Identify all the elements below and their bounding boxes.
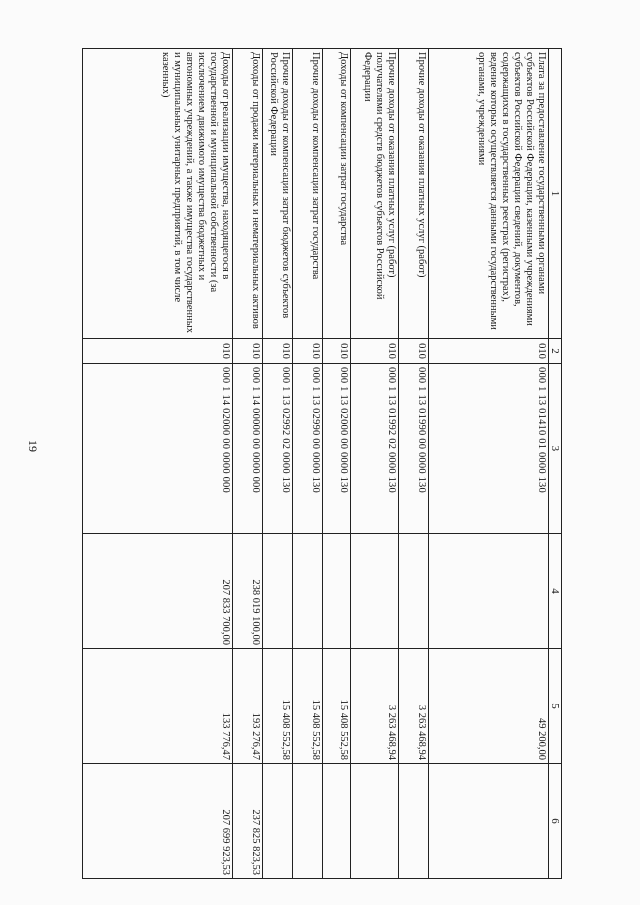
header-col-4: 4 xyxy=(549,534,562,649)
row-admin-code: 010 xyxy=(83,339,233,364)
row-name: Плата за предоставление государственными органами субъектов Российской Федерации, казенными учреждениями субъектов Российской Федерации сведений, документов, содержащихся в государственных реестрах (регистрах), ведение которых осуществляется данными государственными органами, учреждениями xyxy=(429,49,549,339)
row-admin-code: 010 xyxy=(429,339,549,364)
page-number: 19 xyxy=(26,440,40,452)
table-row xyxy=(293,49,323,879)
row-col6: 207 699 923,53 xyxy=(83,764,233,879)
row-col4 xyxy=(263,534,293,649)
row-col5: 15 408 552,58 xyxy=(323,649,351,764)
revenue-table xyxy=(82,48,562,879)
row-budget-code: 000 1 13 02990 00 0000 130 xyxy=(293,364,323,534)
row-col6 xyxy=(263,764,293,879)
row-admin-code: 010 xyxy=(323,339,351,364)
row-admin-code: 010 xyxy=(233,339,263,364)
row-col4: 207 833 700,00 xyxy=(83,534,233,649)
row-name: Доходы от компенсации затрат государства xyxy=(323,49,351,339)
table-row xyxy=(233,49,263,879)
row-col5: 133 776,47 xyxy=(83,649,233,764)
row-col5: 15 408 552,58 xyxy=(263,649,293,764)
row-col5: 193 276,47 xyxy=(233,649,263,764)
row-admin-code: 010 xyxy=(293,339,323,364)
row-col6: 237 825 823,53 xyxy=(233,764,263,879)
row-col5: 49 200,00 xyxy=(429,649,549,764)
header-col-6: 6 xyxy=(549,764,562,879)
row-col4 xyxy=(323,534,351,649)
row-col5: 3 263 468,94 xyxy=(351,649,399,764)
row-col5: 15 408 552,58 xyxy=(293,649,323,764)
row-name: Прочие доходы от оказания платных услуг (работ) xyxy=(399,49,429,339)
rotated-table-container xyxy=(82,48,562,875)
row-name: Доходы от реализации имущества, находящегося в государственной и муниципальной собственности (за исключением движимого имущества бюджетных и автономных учреждений, а также имущества государственных и муниципальных унитарных предприятий, в том числе казенных) xyxy=(83,49,233,339)
table-row xyxy=(263,49,293,879)
header-col-1: 1 xyxy=(549,49,562,339)
row-col4: 238 019 100,00 xyxy=(233,534,263,649)
row-name: Прочие доходы от компенсации затрат бюджетов субъектов Российской Федерации xyxy=(263,49,293,339)
row-col6 xyxy=(429,764,549,879)
row-budget-code: 000 1 13 01992 02 0000 130 xyxy=(351,364,399,534)
row-budget-code: 000 1 14 02000 00 0000 000 xyxy=(83,364,233,534)
table-row xyxy=(83,49,233,879)
row-budget-code: 000 1 13 01410 01 0000 130 xyxy=(429,364,549,534)
row-name: Прочие доходы от компенсации затрат государства xyxy=(293,49,323,339)
header-col-2: 2 xyxy=(549,339,562,364)
row-budget-code: 000 1 14 00000 00 0000 000 xyxy=(233,364,263,534)
row-admin-code: 010 xyxy=(351,339,399,364)
row-budget-code: 000 1 13 02000 00 0000 130 xyxy=(323,364,351,534)
row-col4 xyxy=(399,534,429,649)
header-col-5: 5 xyxy=(549,649,562,764)
table-row xyxy=(399,49,429,879)
row-col4 xyxy=(351,534,399,649)
table-row xyxy=(429,49,549,879)
row-budget-code: 000 1 13 02992 02 0000 130 xyxy=(263,364,293,534)
row-col5: 3 263 468,94 xyxy=(399,649,429,764)
table-row xyxy=(351,49,399,879)
table-row xyxy=(323,49,351,879)
row-admin-code: 010 xyxy=(399,339,429,364)
row-name: Доходы от продажи материальных и нематериальных активов xyxy=(233,49,263,339)
row-admin-code: 010 xyxy=(263,339,293,364)
row-name: Прочие доходы от оказания платных услуг (работ) получателями средств бюджетов субъектов Российской Федерации xyxy=(351,49,399,339)
row-col6 xyxy=(351,764,399,879)
row-col6 xyxy=(323,764,351,879)
header-col-3: 3 xyxy=(549,364,562,534)
row-col6 xyxy=(293,764,323,879)
row-col6 xyxy=(399,764,429,879)
row-col4 xyxy=(429,534,549,649)
header-row xyxy=(549,49,562,879)
row-col4 xyxy=(293,534,323,649)
row-budget-code: 000 1 13 01990 00 0000 130 xyxy=(399,364,429,534)
